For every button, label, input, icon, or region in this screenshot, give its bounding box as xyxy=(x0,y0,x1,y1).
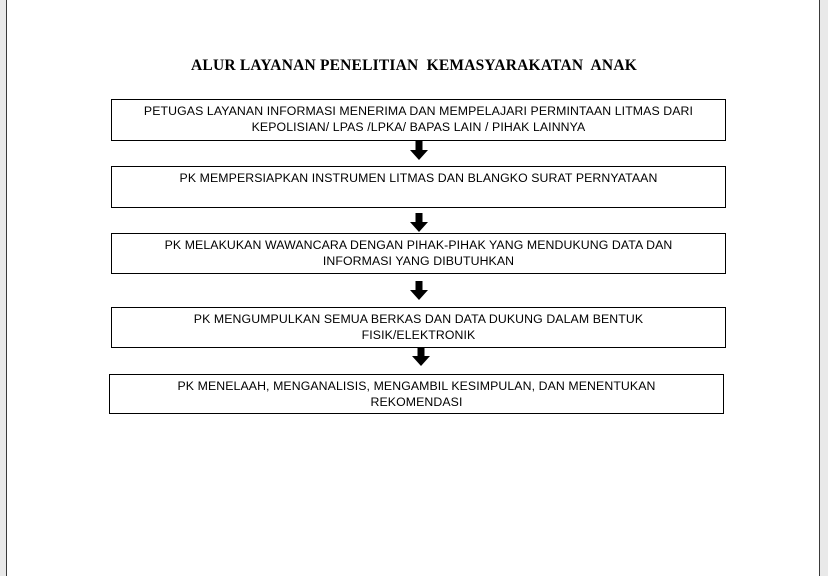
step-5-line-1: PK MENELAAH, MENGANALISIS, MENGAMBIL KESIMPULAN, DAN MENENTUKAN xyxy=(177,379,656,393)
step-3-box xyxy=(111,233,726,274)
step-4-line-2: FISIK/ELEKTRONIK xyxy=(361,328,476,342)
arrow-down-icon xyxy=(410,141,428,161)
step-3-line-2: INFORMASI YANG DIBUTUHKAN xyxy=(322,254,515,268)
document-page xyxy=(6,0,820,576)
arrow-down-icon xyxy=(410,281,428,301)
step-1-box xyxy=(111,99,726,141)
step-2-line-1: PK MEMPERSIAPKAN INSTRUMEN LITMAS DAN BLANGKO SURAT PERNYATAAN xyxy=(179,171,658,185)
step-5-line-2: REKOMENDASI xyxy=(370,395,463,409)
flowchart-title: ALUR LAYANAN PENELITIAN KEMASYARAKATAN ANAK xyxy=(191,57,637,74)
arrow-down-icon xyxy=(412,347,430,367)
arrow-down-icon xyxy=(410,213,428,233)
step-1-line-2: KEPOLISIAN/ LPAS /LPKA/ BAPAS LAIN / PIHAK LAINNYA xyxy=(251,120,586,134)
step-3-line-1: PK MELAKUKAN WAWANCARA DENGAN PIHAK-PIHAK YANG MENDUKUNG DATA DAN xyxy=(164,238,673,252)
step-4-line-1: PK MENGUMPULKAN SEMUA BERKAS DAN DATA DUKUNG DALAM BENTUK xyxy=(193,312,644,326)
step-4-box xyxy=(111,307,726,348)
step-1-line-1: PETUGAS LAYANAN INFORMASI MENERIMA DAN MEMPELAJARI PERMINTAAN LITMAS DARI xyxy=(143,104,694,118)
step-5-box xyxy=(109,374,724,414)
step-2-box xyxy=(111,166,726,208)
